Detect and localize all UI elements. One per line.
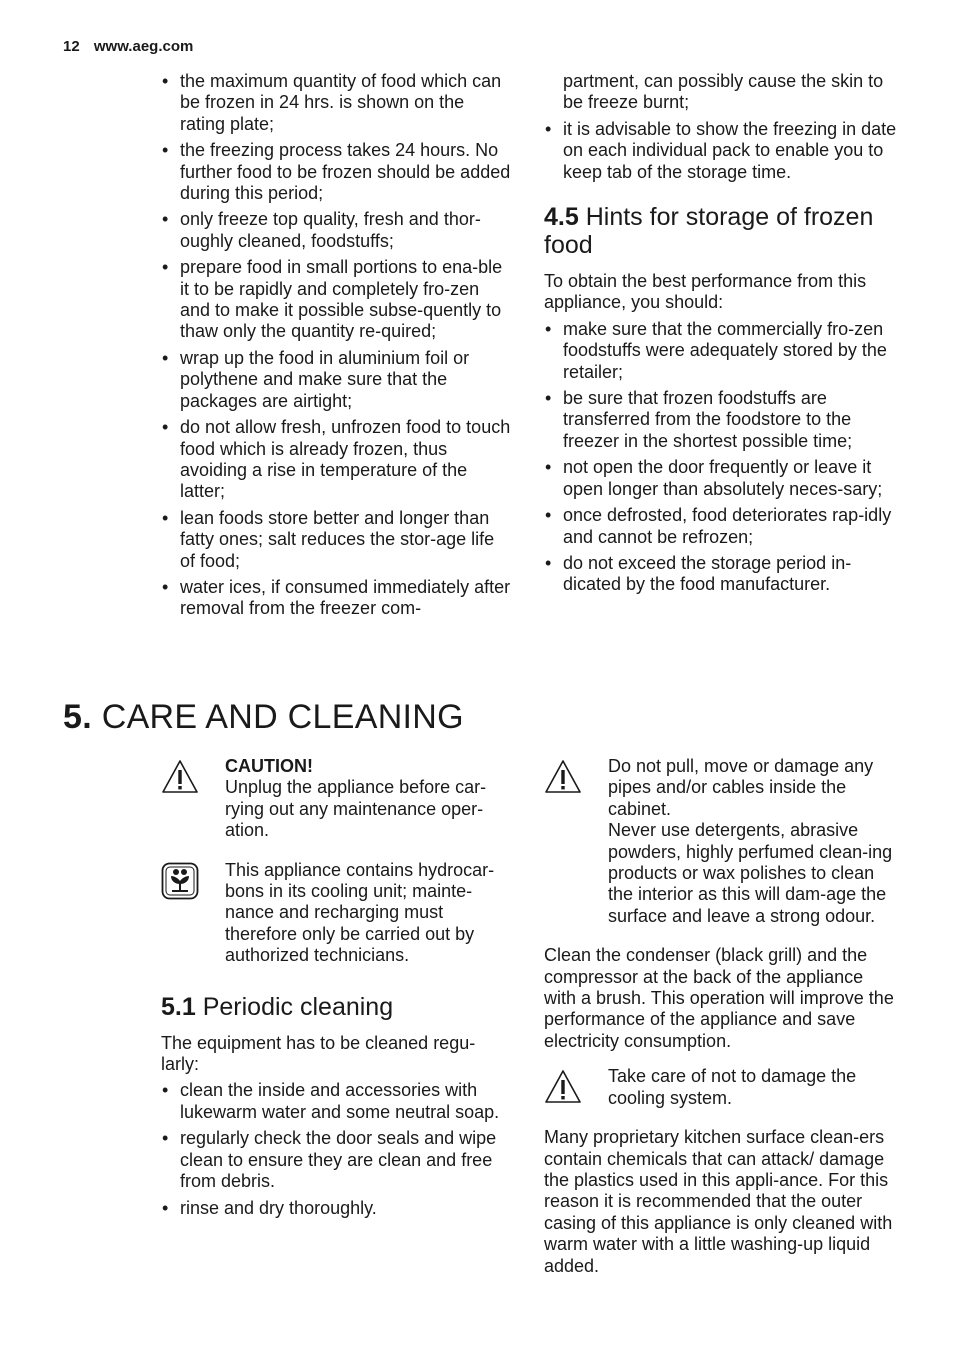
list-item: • be sure that frozen foodstuffs are transferred from the foodstore to the freezer in the shortest possible time; bbox=[544, 388, 900, 452]
list-item: • once defrosted, food deteriorates rap-idly and cannot be refrozen; bbox=[544, 505, 900, 548]
warning-triangle-icon bbox=[161, 758, 199, 796]
condenser-paragraph: Clean the condenser (black grill) and the compressor at the back of the appliance with a brush. This operation will improve the performance of the appliance and save electricity consumption. bbox=[544, 945, 894, 1051]
warning-note-pipes bbox=[544, 756, 900, 927]
freezing-tips-list bbox=[161, 71, 513, 620]
freezing-tips-list-cont bbox=[544, 119, 900, 183]
caution-note bbox=[161, 756, 513, 842]
caution-text: Unplug the appliance before car-rying out any maintenance oper-ation. bbox=[225, 777, 487, 841]
warning-text: Take care of not to damage the cooling system. bbox=[608, 1066, 857, 1108]
website-url: www.aeg.com bbox=[93, 38, 194, 55]
list-item: • it is advisable to show the freezing in date on each individual pack to enable you to keep tab of the storage time. bbox=[544, 119, 900, 183]
cleaning-list bbox=[161, 1080, 513, 1218]
list-item: • not open the door frequently or leave it open longer than absolutely neces-sary; bbox=[544, 457, 900, 500]
environment-note bbox=[161, 860, 513, 967]
list-item: • regularly check the door seals and wipe clean to ensure they are clean and free from debris. bbox=[161, 1128, 513, 1192]
list-item: • lean foods store better and longer than fatty ones; salt reduces the stor-age life of food; bbox=[161, 508, 513, 572]
warning-note-cooling bbox=[544, 1066, 900, 1109]
left-bottom-column bbox=[161, 756, 513, 1224]
warning-text: Do not pull, move or damage any pipes and/or cables inside the cabinet. bbox=[608, 756, 874, 819]
section-title: Hints for storage of frozen food bbox=[544, 203, 874, 260]
chapter-heading bbox=[63, 698, 464, 737]
list-item: • the freezing process takes 24 hours. No further food to be frozen should be added during this period; bbox=[161, 140, 513, 204]
list-item: • water ices, if consumed immediately after removal from the freezer com- bbox=[161, 577, 513, 620]
page-header bbox=[63, 38, 203, 55]
section-title: Periodic cleaning bbox=[202, 992, 394, 1021]
section-5-1-heading bbox=[161, 993, 513, 1021]
caution-title: CAUTION! bbox=[225, 756, 313, 776]
warning-text: Never use detergents, abrasive powders, highly perfumed clean-ing products or wax polishes to clean the interior as this will dam-age the surface and leave a strong odour. bbox=[608, 820, 893, 926]
list-item: • make sure that the commercially fro-zen foodstuffs were adequately stored by the retailer; bbox=[544, 319, 900, 383]
chapter-title: CARE AND CLEANING bbox=[101, 698, 464, 736]
list-continuation: partment, can possibly cause the skin to be freeze burnt; bbox=[563, 71, 884, 113]
section-number: 4.5 bbox=[544, 203, 579, 232]
warning-triangle-icon bbox=[544, 1068, 582, 1106]
section-intro: To obtain the best performance from this appliance, you should: bbox=[544, 271, 867, 313]
right-top-column bbox=[544, 71, 900, 601]
environment-icon bbox=[161, 862, 199, 900]
right-bottom-column bbox=[544, 756, 900, 1282]
list-item: • rinse and dry thoroughly. bbox=[161, 1198, 513, 1219]
warning-triangle-icon bbox=[544, 758, 582, 796]
left-top-column bbox=[161, 71, 513, 625]
list-item: • the maximum quantity of food which can be frozen in 24 hrs. is shown on the rating plate; bbox=[161, 71, 513, 135]
list-item: • do not exceed the storage period in-dicated by the food manufacturer. bbox=[544, 553, 900, 596]
storage-hints-list bbox=[544, 319, 900, 596]
page-number: 12 bbox=[63, 38, 80, 55]
section-number: 5.1 bbox=[161, 992, 196, 1021]
list-item: • do not allow fresh, unfrozen food to touch food which is already frozen, thus avoiding a rise in temperature of the latter; bbox=[161, 417, 513, 503]
list-item: • wrap up the food in aluminium foil or polythene and make sure that the packages are airtight; bbox=[161, 348, 513, 412]
chapter-number: 5. bbox=[63, 698, 92, 736]
environment-text: This appliance contains hydrocar-bons in its cooling unit; mainte-nance and recharging must therefore only be carried out by authorized technicians. bbox=[225, 859, 495, 966]
list-item: • prepare food in small portions to ena-ble it to be rapidly and completely fro-zen and to make it possible subse-quently to thaw only the quantity re-quired; bbox=[161, 257, 513, 343]
section-4-5-heading bbox=[544, 203, 900, 259]
list-item: • clean the inside and accessories with lukewarm water and some neutral soap. bbox=[161, 1080, 513, 1123]
list-item: • only freeze top quality, fresh and thor-oughly cleaned, foodstuffs; bbox=[161, 209, 513, 252]
section-intro: The equipment has to be cleaned regu-larly: bbox=[161, 1032, 476, 1075]
plastics-paragraph: Many proprietary kitchen surface clean-ers contain chemicals that can attack/ damage the plastics used in this appli-ance. For this reason it is recommended that the outer casing of this appliance is only cleaned with warm water with a little washing-up liquid added. bbox=[544, 1127, 893, 1276]
